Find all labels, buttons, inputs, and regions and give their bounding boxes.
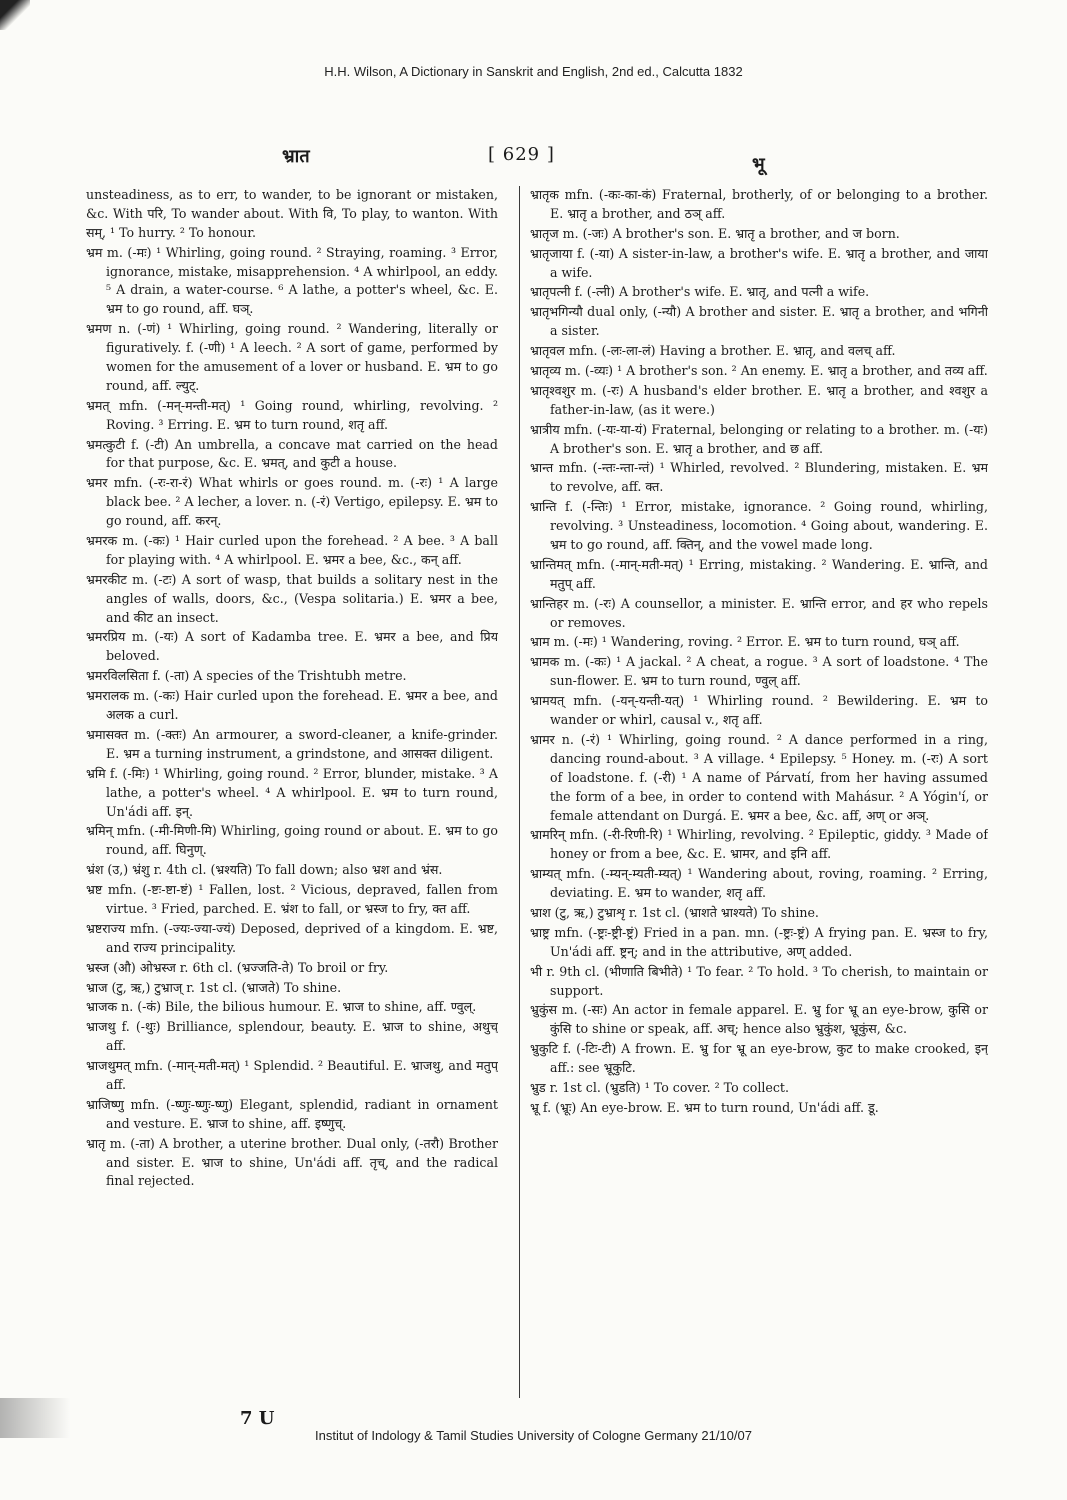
dictionary-entry: भ्राष्ट्र mfn. (-ष्ट्रः-ष्ट्री-ष्ट्रं) Fried in a pan. mn. (-ष्ट्रः-ष्ट्रं) A frying pan. E. भ्रस्ज to fry, Un'ádi aff. ष्ट्रन्; and in the attributive, अण् added. <box>530 924 988 959</box>
left-headword: भ्रात <box>282 146 310 167</box>
dictionary-entry: भ्रातृवल mfn. (-लः-ला-लं) Having a brother. E. भ्रातृ, and वलच् aff. <box>530 343 896 359</box>
dictionary-entry: भ्रमिन् mfn. (-मी-मिणी-मि) Whirling, going round or about. E. भ्रम to go round, aff. घिनुण्. <box>86 823 498 858</box>
right-headword: भू <box>752 154 765 175</box>
dictionary-entry: भ्रातृव्य m. (-व्यः) ¹ A brother's son. ² An enemy. E. भ्रातृ a brother, and तव्य aff. <box>530 363 988 379</box>
institute-note: Institut of Indology & Tamil Studies University of Cologne Germany 21/10/07 <box>315 1428 752 1443</box>
dictionary-entry: भ्रमरविलसिता f. (-ता) A species of the Trishtubh metre. <box>86 668 407 684</box>
dictionary-entry: भ्रमत् mfn. (-मन्-मन्ती-मत्) ¹ Going round, whirling, revolving. ² Roving. ³ Erring. E. भ्रम to turn round, शतृ aff. <box>86 397 498 432</box>
left-column <box>86 186 498 1396</box>
dictionary-entry: भ्रातृभगिन्यौ dual only, (-न्यौ) A brother and sister. E. भ्रातृ a brother, and भगिनी a sister. <box>530 304 988 339</box>
dictionary-entry: भ्रमरालक m. (-कः) Hair curled upon the forehead. E. भ्रमर a bee, and अलक a curl. <box>86 688 498 723</box>
page-number: [ 629 ] <box>488 144 555 165</box>
dictionary-entry: भ्रंश (उ,) भ्रंशु r. 4th cl. (भ्रश्यति) To fall down; also भ्रश and भ्रंस. <box>86 862 443 878</box>
dictionary-entry: भ्रमरकीट m. (-टः) A sort of wasp, that builds a solitary nest in the angles of walls, doors, &c., (Vespa solitaria.) E. भ्रमर a bee, and कीट an insect. <box>86 571 498 625</box>
dictionary-entry: भ्राजथुमत् mfn. (-मान्-मती-मत्) ¹ Splendid. ² Beautiful. E. भ्राजथु, and मतुप् aff. <box>86 1058 498 1092</box>
dictionary-entry: भ्राजिष्णु mfn. (-ष्णुः-ष्णुः-ष्णु) Elegant, splendid, radiant in ornament and vesture. E. भ्राज to shine, aff. इष्णुच्. <box>86 1096 498 1131</box>
dictionary-entry: भ्रमर mfn. (-रः-रा-रं) What whirls or goes round. m. (-रः) ¹ A large black bee. ² A lecher, a lover. n. (-रं) Vertigo, epilepsy. E. भ्रम to go round, aff. करन्. <box>86 475 498 529</box>
dictionary-entry: भ्राम्यत् mfn. (-म्यन्-म्यती-म्यत्) ¹ Wandering about, roving, roaming. ² Erring, deviating. E. भ्रम to wander, शतृ aff. <box>530 866 988 901</box>
dictionary-entry: भी r. 9th cl. (भीणाति बिभीते) ¹ To fear. ² To hold. ³ To cherish, to maintain or support. <box>530 963 988 998</box>
dictionary-entry: भ्रामक m. (-कः) ¹ A jackal. ² A cheat, a rogue. ³ A sort of loadstone. ⁴ The sun-flower. E. भ्रम to turn round, ण्वुल् aff. <box>530 654 988 689</box>
dictionary-entry: भ्रातृजाया f. (-या) A sister-in-law, a brother's wife. E. भ्रातृ a brother, and जाया a wife. <box>530 245 988 280</box>
dictionary-entry: भ्राम m. (-मः) ¹ Wandering, roving. ² Error. E. भ्रम to turn round, घञ् aff. <box>530 634 960 650</box>
dictionary-entry: भ्रमासक्त m. (-क्तः) An armourer, a sword-cleaner, a knife-grinder. E. भ्रम a turning instrument, a grindstone, and आसक्त diligent. <box>86 726 498 761</box>
dictionary-entry: भ्रस्ज (औ) ओभ्रस्ज r. 6th cl. (भ्रज्जति-ते) To broil or fry. <box>86 959 389 975</box>
dictionary-entry: भ्राज (टु, ऋ,) टुभ्राज् r. 1st cl. (भ्राजते) To shine. <box>86 979 342 995</box>
dictionary-entry: भ्रान्तिहर m. (-रः) A counsellor, a minister. E. भ्रान्ति error, and हर who repels or removes. <box>530 595 988 630</box>
dictionary-entry: भ्राश (टु, ऋ,) टुभ्राशृ r. 1st cl. (भ्राशते भ्राश्यते) To shine. <box>530 904 819 920</box>
dictionary-entry: भ्रमण n. (-णं) ¹ Whirling, going round. ² Wandering, literally or figuratively. f. (-णी) ¹ A leech. ² A sort of game, performed by women for the amusement of a lover or husband. E. भ्रम to go round, aff. ल्युट्. <box>86 321 498 393</box>
dictionary-entry: भ्रुकुंस m. (-सः) An actor in female apparel. E. भ्रु for भ्रू an eye-brow, कुसि or कुंसि to shine or speak, aff. अच्; hence also भ्रुकुंश, भ्रूकुंस, &c. <box>530 1002 988 1037</box>
dictionary-entry: भ्रमरक m. (-कः) ¹ Hair curled upon the forehead. ² A bee. ³ A ball for playing with. ⁴ A whirlpool. E. भ्रमर a bee, &c., कन् aff. <box>86 533 498 567</box>
column-divider <box>519 186 520 1398</box>
page-header <box>0 144 1067 176</box>
right-column <box>530 186 988 1396</box>
dictionary-entry: भ्रातृ m. (-ता) A brother, a uterine brother. Dual only, (-तरौ) Brother and sister. E. भ्राज to shine, Un'ádi aff. तृच्, and the radical final rejected. <box>86 1135 498 1189</box>
dictionary-entry: भ्रष्ट mfn. (-ष्टः-ष्टा-ष्टं) ¹ Fallen, lost. ² Vicious, depraved, fallen from virtue. ³ Fried, parched. E. भ्रंश to fall, or भ्रस्ज to fry, क्त aff. <box>86 882 498 916</box>
dictionary-entry: unsteadiness, as to err, to wander, to be ignorant or mistaken, &c. With परि, To wander about. With वि, To play, to wanton. With सम्, ¹ To hurry. ² To honour. <box>86 187 498 240</box>
dictionary-entry: भ्रान्त mfn. (-न्तः-न्ता-न्तं) ¹ Whirled, revolved. ² Blundering, mistaken. E. भ्रम to revolve, aff. क्त. <box>530 460 988 495</box>
source-note: H.H. Wilson, A Dictionary in Sanskrit and English, 2nd ed., Calcutta 1832 <box>324 64 743 79</box>
dictionary-entry: भ्रुड r. 1st cl. (भ्रुडति) ¹ To cover. ² To collect. <box>530 1079 789 1095</box>
dictionary-entry: भ्रुकुटि f. (-टिः-टी) A frown. E. भ्रु for भ्रू an eye-brow, कुट to make crooked, इन् aff.: see भ्रूकुटि. <box>530 1041 988 1076</box>
dictionary-entry: भ्रान्तिमत् mfn. (-मान्-मती-मत्) ¹ Erring, mistaking. ² Wandering. E. भ्रान्ति, and मतुप् aff. <box>530 556 988 591</box>
dictionary-entry: भ्रातृक mfn. (-कः-का-कं) Fraternal, brotherly, of or belonging to a brother. E. भ्रातृ a brother, and ठञ् aff. <box>530 187 988 221</box>
dictionary-entry: भ्रातृश्वशुर m. (-रः) A husband's elder brother. E. भ्रातृ a brother, and श्वशुर a father-in-law, (as it were.) <box>530 382 988 417</box>
dictionary-entry: भ्रम m. (-मः) ¹ Whirling, going round. ² Straying, roaming. ³ Error, ignorance, mistake, misapprehension. ⁴ A whirlpool, an eddy. ⁵ A drain, a water-course. ⁶ A lathe, a potter's wheel, &c. E. भ्रम to go round, aff. घञ्. <box>86 244 498 317</box>
dictionary-entry: भ्रमरप्रिय m. (-यः) A sort of Kadamba tree. E. भ्रमर a bee, and प्रिय beloved. <box>86 629 498 664</box>
dictionary-entry: भ्रष्टराज्य mfn. (-ज्यः-ज्या-ज्यं) Deposed, deprived of a kingdom. E. भ्रष्ट, and राज्य principality. <box>86 920 498 955</box>
dictionary-entry: भ्रमि f. (-मिः) ¹ Whirling, going round. ² Error, blunder, mistake. ³ A lathe, a potter's wheel. ⁴ A whirlpool. E. भ्रम to turn round, Un'ádi aff. इन्. <box>86 765 498 819</box>
dictionary-entry: भ्रू f. (भ्रूः) An eye-brow. E. भ्रम to turn round, Un'ádi aff. डू. <box>530 1099 879 1115</box>
dictionary-entry: भ्रामर n. (-रं) ¹ Whirling, going round. ² A dance performed in a ring, dancing round-about. ³ A village. ⁴ Epilepsy. ⁵ Honey. m. (-रः) A sort of loadstone. f. (-री) ¹ A name of Párvatí, from her having assumed the form of a bee, in order to contend with Mahásur. ² A Yógin'í, or female attendant on Durgá. E. भ्रमर a bee, &c. aff, अण् or अञ्. <box>530 731 988 823</box>
sheet-mark: 7 U <box>240 1408 275 1429</box>
dictionary-entry: भ्राजथु f. (-थुः) Brilliance, splendour, beauty. E. भ्राज to shine, अथुच् aff. <box>86 1019 498 1054</box>
dictionary-entry: भ्रामयत् mfn. (-यन्-यन्ती-यत्) ¹ Whirling round. ² Bewildering. E. भ्रम to wander or whirl, causal v., शतृ aff. <box>530 693 988 728</box>
dictionary-entry: भ्राजक n. (-कं) Bile, the bilious humour. E. भ्राज to shine, aff. ण्वुल्. <box>86 999 477 1015</box>
dictionary-entry: भ्रमत्कुटी f. (-टी) An umbrella, a concave mat carried on the head for that purpose, &c. E. भ्रमत्, and कुटी a house. <box>86 436 498 471</box>
dictionary-entry: भ्रामरिन् mfn. (-री-रिणी-रि) ¹ Whirling, revolving. ² Epileptic, giddy. ³ Made of honey or from a bee, &c. E. भ्रामर, and इनि aff. <box>530 827 988 862</box>
dictionary-entry: भ्रात्रीय mfn. (-यः-या-यं) Fraternal, belonging or relating to a brother. m. (-यः) A brother's son. E. भ्रातृ a brother, and छ aff. <box>530 421 988 456</box>
dictionary-entry: भ्रातृज m. (-जः) A brother's son. E. भ्रातृ a brother, and ज born. <box>530 225 900 241</box>
scan-artifact <box>0 0 30 30</box>
dictionary-entry: भ्रातृपत्नी f. (-त्नी) A brother's wife. E. भ्रातृ, and पत्नी a wife. <box>530 284 870 300</box>
dictionary-entry: भ्रान्ति f. (-न्तिः) ¹ Error, mistake, ignorance. ² Going round, whirling, revolving. ³ Unsteadiness, locomotion. ⁴ Going about, wandering. E. भ्रम to go round, aff. क्तिन्, and the vowel made long. <box>530 499 988 553</box>
